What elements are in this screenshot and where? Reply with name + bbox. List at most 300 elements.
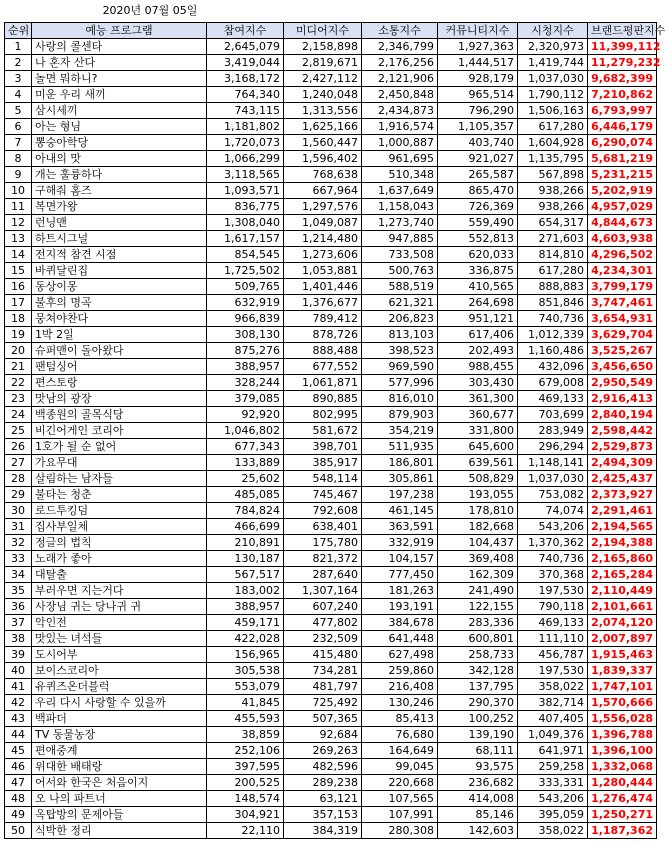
- community-cell: 726,369: [438, 199, 518, 215]
- viewing-cell: 111,110: [518, 631, 588, 647]
- rank-cell: 24: [5, 407, 32, 423]
- media-cell: 1,625,166: [284, 119, 362, 135]
- viewing-cell: 382,714: [518, 695, 588, 711]
- table-row: [5, 295, 657, 311]
- program-name-cell: TV 동물농장: [32, 727, 207, 743]
- program-name-cell: 1박 2일: [32, 327, 207, 343]
- community-cell: 410,565: [438, 279, 518, 295]
- brand-index-cell: 2,840,194: [588, 407, 657, 423]
- viewing-cell: 1,037,030: [518, 471, 588, 487]
- brand-index-cell: 3,525,267: [588, 343, 657, 359]
- media-cell: 1,049,087: [284, 215, 362, 231]
- table-row: [5, 535, 657, 551]
- communication-cell: 961,695: [362, 151, 438, 167]
- brand-index-cell: 6,793,997: [588, 103, 657, 119]
- table-row: [5, 567, 657, 583]
- participation-cell: 743,115: [207, 103, 284, 119]
- communication-cell: 947,885: [362, 231, 438, 247]
- program-name-cell: 유퀴즈온더블럭: [32, 679, 207, 695]
- rank-cell: 22: [5, 375, 32, 391]
- table-row: [5, 823, 657, 839]
- media-cell: 890,885: [284, 391, 362, 407]
- media-cell: 888,488: [284, 343, 362, 359]
- community-cell: 331,800: [438, 423, 518, 439]
- program-name-cell: 1호가 될 순 없어: [32, 439, 207, 455]
- program-name-cell: 런닝맨: [32, 215, 207, 231]
- viewing-cell: 1,790,112: [518, 87, 588, 103]
- rank-cell: 42: [5, 695, 32, 711]
- communication-cell: 107,991: [362, 807, 438, 823]
- media-cell: 1,240,048: [284, 87, 362, 103]
- rank-cell: 48: [5, 791, 32, 807]
- rank-cell: 38: [5, 631, 32, 647]
- communication-cell: 259,860: [362, 663, 438, 679]
- media-cell: 2,819,671: [284, 55, 362, 71]
- program-name-cell: 도시어부: [32, 647, 207, 663]
- rank-cell: 27: [5, 455, 32, 471]
- media-cell: 802,995: [284, 407, 362, 423]
- communication-cell: 969,590: [362, 359, 438, 375]
- table-row: [5, 487, 657, 503]
- brand-index-cell: 4,957,029: [588, 199, 657, 215]
- rank-cell: 13: [5, 231, 32, 247]
- rank-cell: 36: [5, 599, 32, 615]
- participation-cell: 1,093,571: [207, 183, 284, 199]
- rank-cell: 45: [5, 743, 32, 759]
- rank-cell: 2: [5, 55, 32, 71]
- table-row: [5, 183, 657, 199]
- participation-cell: 148,574: [207, 791, 284, 807]
- program-name-cell: 옥탑방의 문제아들: [32, 807, 207, 823]
- table-row: [5, 631, 657, 647]
- viewing-cell: 283,949: [518, 423, 588, 439]
- viewing-cell: 358,022: [518, 679, 588, 695]
- communication-cell: 76,680: [362, 727, 438, 743]
- rank-cell: 14: [5, 247, 32, 263]
- community-cell: 139,190: [438, 727, 518, 743]
- rank-cell: 43: [5, 711, 32, 727]
- participation-cell: 966,839: [207, 311, 284, 327]
- viewing-cell: 395,059: [518, 807, 588, 823]
- participation-cell: 459,171: [207, 615, 284, 631]
- communication-cell: 813,103: [362, 327, 438, 343]
- participation-cell: 25,602: [207, 471, 284, 487]
- table-row: [5, 311, 657, 327]
- community-cell: 361,300: [438, 391, 518, 407]
- viewing-cell: 1,012,339: [518, 327, 588, 343]
- brand-index-cell: 11,399,112: [588, 39, 657, 55]
- media-cell: 92,684: [284, 727, 362, 743]
- program-name-cell: 복면가왕: [32, 199, 207, 215]
- participation-cell: 156,965: [207, 647, 284, 663]
- table-row: [5, 615, 657, 631]
- media-cell: 415,480: [284, 647, 362, 663]
- viewing-cell: 1,419,744: [518, 55, 588, 71]
- communication-cell: 510,348: [362, 167, 438, 183]
- viewing-cell: 753,082: [518, 487, 588, 503]
- rank-cell: 17: [5, 295, 32, 311]
- rank-cell: 25: [5, 423, 32, 439]
- viewing-cell: 567,898: [518, 167, 588, 183]
- program-name-cell: 불후의 명곡: [32, 295, 207, 311]
- brand-index-cell: 2,291,461: [588, 503, 657, 519]
- participation-cell: 3,118,565: [207, 167, 284, 183]
- communication-cell: 280,308: [362, 823, 438, 839]
- rank-cell: 4: [5, 87, 32, 103]
- communication-cell: 181,263: [362, 583, 438, 599]
- viewing-cell: 333,331: [518, 775, 588, 791]
- col-header-communication: 소통지수: [362, 23, 438, 39]
- participation-cell: 200,525: [207, 775, 284, 791]
- rank-cell: 15: [5, 263, 32, 279]
- program-name-cell: 집사부일체: [32, 519, 207, 535]
- rank-cell: 9: [5, 167, 32, 183]
- rank-cell: 16: [5, 279, 32, 295]
- viewing-cell: 432,096: [518, 359, 588, 375]
- media-cell: 607,240: [284, 599, 362, 615]
- media-cell: 1,297,576: [284, 199, 362, 215]
- community-cell: 559,490: [438, 215, 518, 231]
- viewing-cell: 703,699: [518, 407, 588, 423]
- participation-cell: 252,106: [207, 743, 284, 759]
- table-row: [5, 135, 657, 151]
- media-cell: 878,726: [284, 327, 362, 343]
- program-name-cell: 편스토랑: [32, 375, 207, 391]
- communication-cell: 1,158,043: [362, 199, 438, 215]
- brand-index-cell: 3,747,461: [588, 295, 657, 311]
- rank-cell: 21: [5, 359, 32, 375]
- media-cell: 357,153: [284, 807, 362, 823]
- participation-cell: 304,921: [207, 807, 284, 823]
- communication-cell: 511,935: [362, 439, 438, 455]
- community-cell: 965,514: [438, 87, 518, 103]
- communication-cell: 588,519: [362, 279, 438, 295]
- media-cell: 745,467: [284, 487, 362, 503]
- rank-cell: 28: [5, 471, 32, 487]
- program-name-cell: 정글의 법칙: [32, 535, 207, 551]
- community-cell: 336,875: [438, 263, 518, 279]
- viewing-cell: 938,266: [518, 199, 588, 215]
- viewing-cell: 456,787: [518, 647, 588, 663]
- communication-cell: 186,801: [362, 455, 438, 471]
- brand-index-cell: 5,681,219: [588, 151, 657, 167]
- community-cell: 639,561: [438, 455, 518, 471]
- brand-index-cell: 5,202,919: [588, 183, 657, 199]
- viewing-cell: 74,074: [518, 503, 588, 519]
- brand-index-cell: 2,529,873: [588, 439, 657, 455]
- brand-index-cell: 2,165,284: [588, 567, 657, 583]
- media-cell: 287,640: [284, 567, 362, 583]
- program-name-cell: 가요무대: [32, 455, 207, 471]
- media-cell: 269,263: [284, 743, 362, 759]
- rank-cell: 37: [5, 615, 32, 631]
- program-name-cell: 뭉쳐야찬다: [32, 311, 207, 327]
- community-cell: 620,033: [438, 247, 518, 263]
- program-name-cell: 아내의 맛: [32, 151, 207, 167]
- media-cell: 1,214,480: [284, 231, 362, 247]
- viewing-cell: 641,971: [518, 743, 588, 759]
- brand-index-cell: 2,425,437: [588, 471, 657, 487]
- program-name-cell: 미운 우리 새끼: [32, 87, 207, 103]
- communication-cell: 777,450: [362, 567, 438, 583]
- communication-cell: 220,668: [362, 775, 438, 791]
- brand-index-cell: 5,231,215: [588, 167, 657, 183]
- communication-cell: 363,591: [362, 519, 438, 535]
- rank-cell: 44: [5, 727, 32, 743]
- viewing-cell: 543,206: [518, 519, 588, 535]
- viewing-cell: 617,280: [518, 119, 588, 135]
- program-name-cell: 살림하는 남자들: [32, 471, 207, 487]
- table-row: [5, 695, 657, 711]
- table-row: [5, 807, 657, 823]
- communication-cell: 99,045: [362, 759, 438, 775]
- brand-index-cell: 2,194,565: [588, 519, 657, 535]
- participation-cell: 632,919: [207, 295, 284, 311]
- viewing-cell: 1,037,030: [518, 71, 588, 87]
- date-label: 2020년 07월 05일: [102, 4, 198, 17]
- program-name-cell: 뽕숭아학당: [32, 135, 207, 151]
- media-cell: 477,802: [284, 615, 362, 631]
- brand-index-cell: 4,234,301: [588, 263, 657, 279]
- community-cell: 258,733: [438, 647, 518, 663]
- communication-cell: 2,434,873: [362, 103, 438, 119]
- community-cell: 645,600: [438, 439, 518, 455]
- media-cell: 507,365: [284, 711, 362, 727]
- participation-cell: 183,002: [207, 583, 284, 599]
- table-row: [5, 727, 657, 743]
- table-row: [5, 167, 657, 183]
- participation-cell: 22,110: [207, 823, 284, 839]
- media-cell: 734,281: [284, 663, 362, 679]
- participation-cell: 422,028: [207, 631, 284, 647]
- col-header-viewing: 시청지수: [518, 23, 588, 39]
- program-name-cell: 오 나의 파트너: [32, 791, 207, 807]
- communication-cell: 206,823: [362, 311, 438, 327]
- communication-cell: 2,346,799: [362, 39, 438, 55]
- participation-cell: 1,066,299: [207, 151, 284, 167]
- communication-cell: 85,413: [362, 711, 438, 727]
- community-cell: 93,575: [438, 759, 518, 775]
- community-cell: 552,813: [438, 231, 518, 247]
- media-cell: 1,061,871: [284, 375, 362, 391]
- brand-index-cell: 1,250,271: [588, 807, 657, 823]
- communication-cell: 398,523: [362, 343, 438, 359]
- participation-cell: 509,765: [207, 279, 284, 295]
- participation-cell: 3,419,044: [207, 55, 284, 71]
- program-name-cell: 어서와 한국은 처음이지: [32, 775, 207, 791]
- communication-cell: 384,678: [362, 615, 438, 631]
- brand-index-cell: 1,556,028: [588, 711, 657, 727]
- col-header-brand-index: 브랜드평판지수: [588, 23, 657, 39]
- viewing-cell: 1,160,486: [518, 343, 588, 359]
- community-cell: 265,587: [438, 167, 518, 183]
- table-row: [5, 215, 657, 231]
- rank-cell: 3: [5, 71, 32, 87]
- brand-index-cell: 4,603,938: [588, 231, 657, 247]
- viewing-cell: 469,133: [518, 615, 588, 631]
- table-row: [5, 231, 657, 247]
- rank-cell: 40: [5, 663, 32, 679]
- brand-index-cell: 3,629,704: [588, 327, 657, 343]
- communication-cell: 879,903: [362, 407, 438, 423]
- program-name-cell: 놀면 뭐하니?: [32, 71, 207, 87]
- communication-cell: 332,919: [362, 535, 438, 551]
- participation-cell: 875,276: [207, 343, 284, 359]
- community-cell: 1,927,363: [438, 39, 518, 55]
- community-cell: 283,336: [438, 615, 518, 631]
- brand-index-cell: 2,950,549: [588, 375, 657, 391]
- community-cell: 162,309: [438, 567, 518, 583]
- media-cell: 1,376,677: [284, 295, 362, 311]
- community-cell: 178,810: [438, 503, 518, 519]
- communication-cell: 216,408: [362, 679, 438, 695]
- brand-index-cell: 1,915,463: [588, 647, 657, 663]
- media-cell: 398,701: [284, 439, 362, 455]
- viewing-cell: 1,604,928: [518, 135, 588, 151]
- program-name-cell: 대탈출: [32, 567, 207, 583]
- table-row: [5, 391, 657, 407]
- participation-cell: 305,538: [207, 663, 284, 679]
- participation-cell: 397,595: [207, 759, 284, 775]
- table-row: [5, 375, 657, 391]
- table-row: [5, 647, 657, 663]
- program-name-cell: 보이스코리아: [32, 663, 207, 679]
- viewing-cell: 370,368: [518, 567, 588, 583]
- community-cell: 264,698: [438, 295, 518, 311]
- rank-cell: 6: [5, 119, 32, 135]
- table-row: [5, 423, 657, 439]
- participation-cell: 308,130: [207, 327, 284, 343]
- rank-cell: 46: [5, 759, 32, 775]
- viewing-cell: 197,530: [518, 663, 588, 679]
- program-name-cell: 노래가 좋아: [32, 551, 207, 567]
- viewing-cell: 814,810: [518, 247, 588, 263]
- viewing-cell: 740,736: [518, 551, 588, 567]
- table-row: [5, 71, 657, 87]
- viewing-cell: 469,133: [518, 391, 588, 407]
- brand-index-cell: 2,110,449: [588, 583, 657, 599]
- community-cell: 617,406: [438, 327, 518, 343]
- table-row: [5, 503, 657, 519]
- rank-cell: 26: [5, 439, 32, 455]
- viewing-cell: 679,008: [518, 375, 588, 391]
- media-cell: 1,596,402: [284, 151, 362, 167]
- media-cell: 638,401: [284, 519, 362, 535]
- program-name-cell: 맛남의 광장: [32, 391, 207, 407]
- brand-index-cell: 1,747,101: [588, 679, 657, 695]
- communication-cell: 130,246: [362, 695, 438, 711]
- program-name-cell: 구해줘 홈즈: [32, 183, 207, 199]
- participation-cell: 210,891: [207, 535, 284, 551]
- participation-cell: 764,340: [207, 87, 284, 103]
- program-name-cell: 사랑의 콜센타: [32, 39, 207, 55]
- program-name-cell: 부러우면 지는거다: [32, 583, 207, 599]
- participation-cell: 92,920: [207, 407, 284, 423]
- brand-index-cell: 3,799,179: [588, 279, 657, 295]
- brand-index-cell: 1,187,362: [588, 823, 657, 839]
- program-name-cell: 로드투킹덤: [32, 503, 207, 519]
- participation-cell: 1,046,802: [207, 423, 284, 439]
- brand-index-cell: 4,296,502: [588, 247, 657, 263]
- media-cell: 482,596: [284, 759, 362, 775]
- community-cell: 85,146: [438, 807, 518, 823]
- brand-index-cell: 1,396,788: [588, 727, 657, 743]
- communication-cell: 354,219: [362, 423, 438, 439]
- rank-cell: 11: [5, 199, 32, 215]
- brand-index-cell: 2,101,661: [588, 599, 657, 615]
- col-header-participation: 참여지수: [207, 23, 284, 39]
- table-row: [5, 39, 657, 55]
- table-row: [5, 87, 657, 103]
- program-name-cell: 팬텀싱어: [32, 359, 207, 375]
- media-cell: 1,307,164: [284, 583, 362, 599]
- media-cell: 2,158,898: [284, 39, 362, 55]
- program-name-cell: 편애중계: [32, 743, 207, 759]
- table-row: [5, 775, 657, 791]
- communication-cell: 1,916,574: [362, 119, 438, 135]
- table-row: [5, 279, 657, 295]
- communication-cell: 1,000,887: [362, 135, 438, 151]
- viewing-cell: 1,370,362: [518, 535, 588, 551]
- viewing-cell: 654,317: [518, 215, 588, 231]
- brand-index-cell: 6,290,074: [588, 135, 657, 151]
- viewing-cell: 938,266: [518, 183, 588, 199]
- table-row: [5, 519, 657, 535]
- communication-cell: 2,450,848: [362, 87, 438, 103]
- community-cell: 241,490: [438, 583, 518, 599]
- rank-cell: 7: [5, 135, 32, 151]
- rank-cell: 12: [5, 215, 32, 231]
- viewing-cell: 407,405: [518, 711, 588, 727]
- program-name-cell: 삼시세끼: [32, 103, 207, 119]
- viewing-cell: 790,118: [518, 599, 588, 615]
- community-cell: 988,455: [438, 359, 518, 375]
- media-cell: 1,273,606: [284, 247, 362, 263]
- community-cell: 928,179: [438, 71, 518, 87]
- rank-cell: 30: [5, 503, 32, 519]
- rank-cell: 23: [5, 391, 32, 407]
- rank-cell: 33: [5, 551, 32, 567]
- community-cell: 1,105,357: [438, 119, 518, 135]
- viewing-cell: 1,148,141: [518, 455, 588, 471]
- table-row: [5, 55, 657, 71]
- program-name-cell: 비긴어게인 코리아: [32, 423, 207, 439]
- media-cell: 1,401,446: [284, 279, 362, 295]
- community-cell: 600,801: [438, 631, 518, 647]
- rank-cell: 10: [5, 183, 32, 199]
- program-name-cell: 아는 형님: [32, 119, 207, 135]
- program-name-cell: 동상이몽: [32, 279, 207, 295]
- brand-index-cell: 3,456,650: [588, 359, 657, 375]
- brand-index-cell: 1,570,666: [588, 695, 657, 711]
- viewing-cell: 271,603: [518, 231, 588, 247]
- program-name-cell: 위대한 배태랑: [32, 759, 207, 775]
- table-row: [5, 439, 657, 455]
- table-row: [5, 679, 657, 695]
- rank-cell: 39: [5, 647, 32, 663]
- viewing-cell: 1,049,376: [518, 727, 588, 743]
- communication-cell: 500,763: [362, 263, 438, 279]
- community-cell: 142,603: [438, 823, 518, 839]
- brand-index-cell: 6,446,179: [588, 119, 657, 135]
- brand-index-cell: 1,396,100: [588, 743, 657, 759]
- participation-cell: 784,824: [207, 503, 284, 519]
- participation-cell: 388,957: [207, 599, 284, 615]
- participation-cell: 1,725,502: [207, 263, 284, 279]
- program-name-cell: 바퀴달린집: [32, 263, 207, 279]
- table-row: [5, 599, 657, 615]
- participation-cell: 379,085: [207, 391, 284, 407]
